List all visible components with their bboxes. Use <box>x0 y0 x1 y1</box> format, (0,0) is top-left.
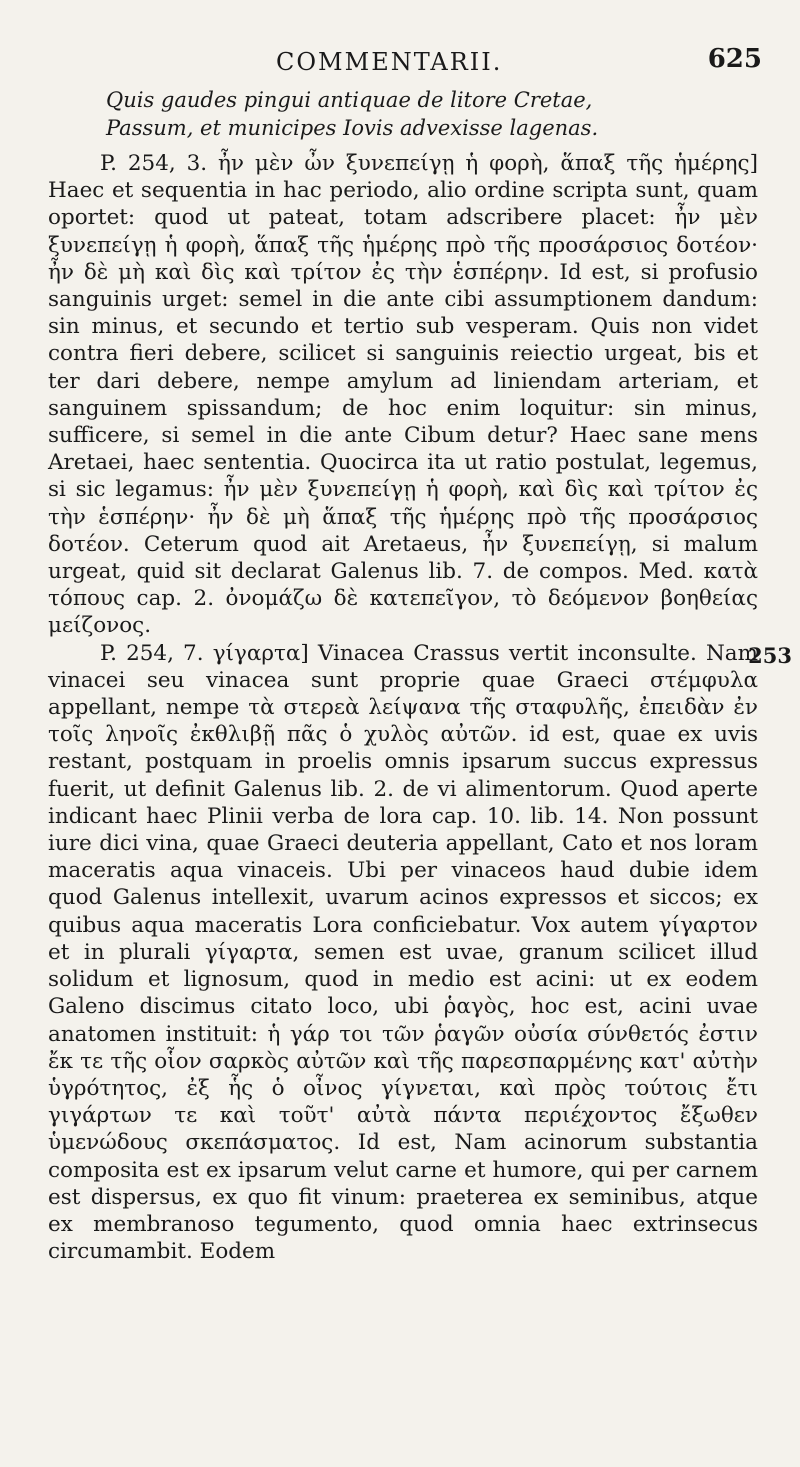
paragraph-text: P. 254, 3. ἦν μὲν ὦν ξυνεπείγῃ ἡ φορὴ, ἅπαξ τῆς ἡμέρης] Haec et sequentia in hac periodo, alio ordine scripta sunt, quam oportet: quod ut pateat, totam adscribere placet: ἦν μὲν ξυνεπείγῃ ἡ φορὴ, ἅπαξ τῆς ἡμέρης πρὸ τῆς προσάρσιος δοτέον· ἦν δὲ μὴ καὶ δὶς καὶ τρίτον ἐς τὴν ἑσπέρην. Id est, si profusio sanguinis urget: semel in die ante cibi assumptionem dandum: sin minus, et secundo et tertio sub vesperam. Quis non videt contra fieri debere, scilicet si sanguinis reiectio urgeat, bis et ter dari debere, nempe amylum ad liniendam arteriam, et sanguinem spissandum; de hoc enim loquitur: sin minus, sufficere, si semel in die ante Cibum detur? Haec sane mens Aretaei, haec sententia. Quocirca ita ut ratio postulat, legemus, si sic legamus: ἦν μὲν ξυνεπείγῃ ἡ φορὴ, καὶ δὶς καὶ τρίτον ἐς τὴν ἑσπέρην· ἦν δὲ μὴ ἅπαξ τῆς ἡμέρης πρὸ τῆς προσάρσιος δοτέον. Ceterum quod ait Aretaeus, ἦν ξυνεπείγῃ, si malum urgeat, quid sit declarat Galenus lib. 7. de compos. Med. κατὰ τόπους cap. 2. ὀνομάζω δὲ κατεπεῖγον, τὸ δεόμενον βοηθείας μείζονος. <box>48 151 758 639</box>
verse-quotation <box>106 86 770 142</box>
running-head <box>48 34 770 80</box>
verse-line: Quis gaudes pingui antiquae de litore Cretae, <box>106 88 593 112</box>
running-title: COMMENTARII. <box>276 48 503 76</box>
commentary-text <box>48 150 758 1265</box>
commentary-paragraph <box>48 640 758 1266</box>
verse-line: Passum, et municipes Iovis advexisse lagenas. <box>106 116 599 140</box>
page-number: 625 <box>707 44 762 74</box>
margin-page-reference: 253 <box>748 643 792 668</box>
paragraph-text: P. 254, 7. γίγαρτα] Vinacea Crassus vertit inconsulte. Nam vinacei seu vinacea sunt proprie quae Graeci στέμφυλα appellant, nempe τὰ στερεὰ λείψανα τῆς σταφυλῆς, ἐπειδὰν ἐν τοῖς ληνοῖς ἐκθλιβῇ πᾶς ὁ χυλὸς αὐτῶν. id est, quae ex uvis restant, postquam in proelis omnis ipsarum succus expressus fuerit, ut definit Galenus lib. 2. de vi alimentorum. Quod aperte indicant haec Plinii verba de lora cap. 10. lib. 14. Non possunt iure dici vina, quae Graeci deuteria appellant, Cato et nos loram maceratis aqua vinaceis. Ubi per vinaceos haud dubie idem quod Galenus intellexit, uvarum acinos expressos et siccos; ex quibus aqua maceratis Lora conficiebatur. Vox autem γίγαρτον et in plurali γίγαρτα, semen est uvae, granum scilicet illud solidum et lignosum, quod in medio est acini: ut ex eodem Galeno discimus citato loco, ubi ῥαγὸς, hoc est, acini uvae anatomen instituit: ἡ γάρ τοι τῶν ῥαγῶν οὐσία σύνθετός ἐστιν ἔκ τε τῆς οἷον σαρκὸς αὐτῶν καὶ τῆς παρεσπαρμένης κατ' αὐτὴν ὑγρότητος, ἐξ ἧς ὁ οἶνος γίγνεται, καὶ πρὸς τούτοις ἔτι γιγάρτων τε καὶ τοῦτ' αὐτὰ πάντα περιέχοντος ἔξωθεν ὑμενώδους σκεπάσματος. Id est, Nam acinorum substantia composita est ex ipsarum velut carne et humore, qui per carnem est dispersus, ex quo fit vinum: praeterea ex seminibus, atque ex membranoso tegumento, quod omnia haec extrinsecus circumambit. Eodem <box>48 640 758 1265</box>
commentary-paragraph <box>48 150 758 640</box>
